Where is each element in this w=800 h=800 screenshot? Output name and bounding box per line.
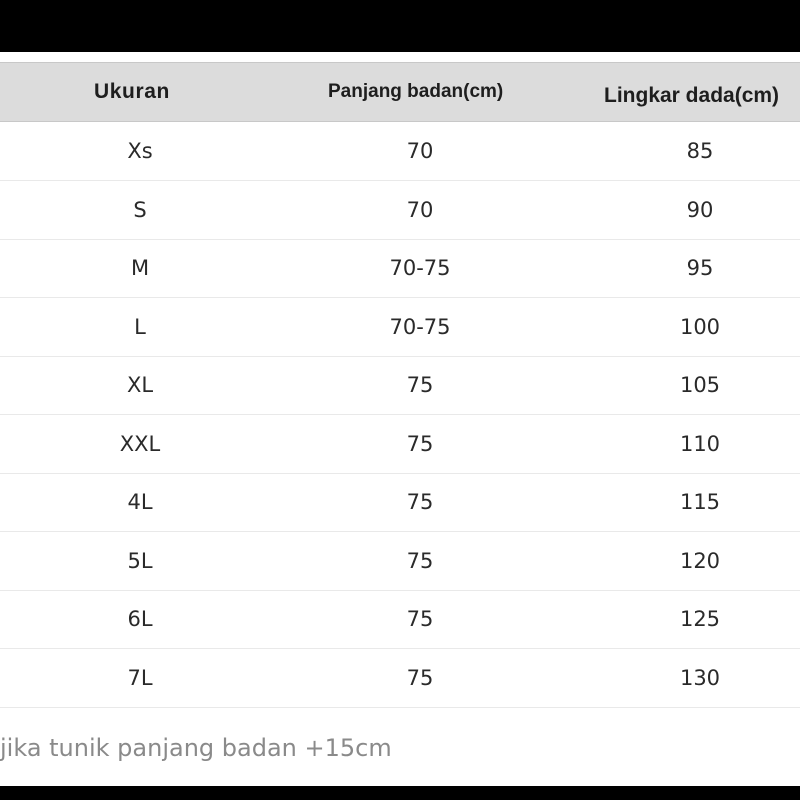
table-row (0, 532, 800, 591)
header-panjang-badan: Panjang badan(cm) (328, 81, 504, 102)
cell-length: 75 (406, 548, 434, 573)
table-row (0, 649, 800, 708)
cell-length: 75 (406, 607, 434, 631)
cell-chest: 115 (679, 490, 721, 514)
cell-chest: 85 (686, 139, 714, 163)
cell-chest: 95 (686, 256, 714, 280)
header-ukuran: Ukuran (94, 80, 170, 103)
cell-length: 70 (406, 197, 434, 222)
cell-length: 75 (406, 490, 434, 514)
cell-length: 70 (406, 139, 434, 163)
cell-size: L (134, 314, 146, 339)
table-header (0, 62, 800, 122)
cell-length: 75 (406, 665, 434, 690)
table-row (0, 356, 800, 415)
size-chart (0, 52, 800, 786)
cell-chest: 90 (686, 197, 714, 222)
cell-length: 70-75 (389, 314, 451, 339)
cell-length: 70-75 (389, 256, 451, 280)
footnote: jika tunik panjang badan +15cm (0, 734, 392, 762)
table-row (0, 473, 800, 532)
cell-size: 5L (127, 548, 153, 573)
cell-size: 4L (127, 490, 153, 514)
table-row (0, 415, 800, 474)
table-row (0, 181, 800, 240)
cell-size: Xs (127, 139, 153, 163)
table-row (0, 590, 800, 649)
cell-size: 6L (127, 607, 153, 631)
cell-chest: 100 (679, 314, 721, 339)
cell-size: S (133, 197, 147, 222)
cell-size: 7L (127, 665, 153, 690)
table-row (0, 239, 800, 298)
header-lingkar-dada: Lingkar dada(cm) (604, 84, 780, 107)
cell-size: XXL (119, 431, 161, 456)
cell-size: M (130, 256, 150, 280)
cell-chest: 130 (679, 665, 721, 690)
cell-chest: 125 (679, 607, 721, 631)
cell-length: 75 (406, 431, 434, 456)
cell-size: XL (126, 373, 154, 397)
cell-chest: 120 (679, 548, 721, 573)
cell-chest: 105 (679, 373, 721, 397)
table-row (0, 298, 800, 357)
cell-chest: 110 (679, 431, 721, 456)
table-row (0, 122, 800, 181)
cell-length: 75 (406, 373, 434, 397)
